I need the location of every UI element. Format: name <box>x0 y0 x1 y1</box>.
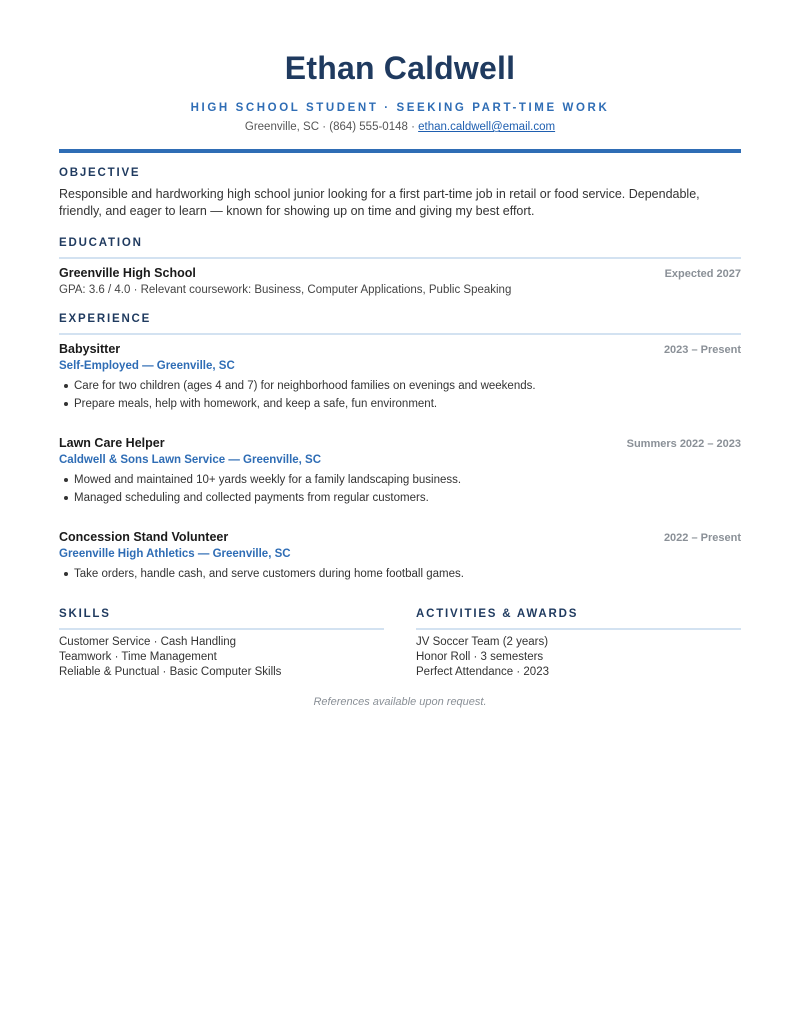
education-details: GPA: 3.6 / 4.0 · Relevant coursework: Business, Computer Applications, Public Speaking <box>59 284 512 296</box>
activities-line: Honor Roll · 3 semesters <box>416 651 544 663</box>
job-date: Summers 2022 – 2023 <box>626 438 741 450</box>
entry-header <box>59 435 741 452</box>
experience-entry-lawn-care <box>59 435 741 507</box>
objective-section <box>59 166 741 220</box>
candidate-tagline: HIGH SCHOOL STUDENT · SEEKING PART-TIME WORK <box>190 102 610 114</box>
section-divider <box>416 628 741 630</box>
references-note: References available upon request. <box>313 696 487 708</box>
contact-line <box>59 120 741 135</box>
skills-activities-row <box>59 607 741 680</box>
header-divider <box>59 149 741 153</box>
experience-entry-babysitter <box>59 341 741 413</box>
section-divider <box>59 257 741 259</box>
activities-list <box>416 635 741 680</box>
section-title-education: EDUCATION <box>59 237 143 249</box>
section-title-objective: OBJECTIVE <box>59 167 141 179</box>
job-bullet: Mowed and maintained 10+ yards weekly for a family landscaping business. <box>59 471 741 489</box>
education-entry <box>59 265 741 298</box>
contact-separator: · <box>319 121 330 133</box>
section-title-skills: SKILLS <box>59 608 111 620</box>
job-bullet: Managed scheduling and collected payments from regular customers. <box>59 489 741 507</box>
job-date: 2022 – Present <box>663 532 741 544</box>
job-organization: Self-Employed — Greenville, SC <box>59 360 235 372</box>
skills-line: Teamwork · Time Management <box>59 651 217 663</box>
job-role: Concession Stand Volunteer <box>59 530 229 544</box>
skills-list <box>59 635 384 680</box>
job-organization: Greenville High Athletics — Greenville, SC <box>59 548 291 560</box>
experience-entry-concession <box>59 529 741 583</box>
candidate-name: Ethan Caldwell <box>284 50 516 86</box>
job-bullets <box>59 565 741 583</box>
job-bullet: Prepare meals, help with homework, and keep a safe, fun environment. <box>59 395 741 413</box>
contact-phone: (864) 555-0148 <box>329 121 408 133</box>
skills-section <box>59 607 384 680</box>
contact-email-link[interactable]: ethan.caldwell@email.com <box>418 121 556 133</box>
entry-header <box>59 265 741 282</box>
job-bullet: Care for two children (ages 4 and 7) for neighborhood families on evenings and weekends. <box>59 377 741 395</box>
skills-line: Reliable & Punctual · Basic Computer Skills <box>59 666 282 678</box>
job-bullets <box>59 471 741 507</box>
job-role: Babysitter <box>59 342 121 356</box>
section-divider <box>59 628 384 630</box>
resume-header <box>59 0 741 153</box>
entry-header <box>59 529 741 546</box>
job-bullet: Take orders, handle cash, and serve customers during home football games. <box>59 565 741 583</box>
contact-separator: · <box>407 121 419 133</box>
education-date: Expected 2027 <box>664 268 741 280</box>
objective-text: Responsible and hardworking high school junior looking for a first part-time job in retail or food service. Dependable, friendly, and eager to learn — known for showing up on time and giving my best effort. <box>59 187 700 218</box>
section-title-experience: EXPERIENCE <box>59 313 152 325</box>
entry-header <box>59 341 741 358</box>
skills-line: Customer Service · Cash Handling <box>59 636 237 648</box>
activities-line: JV Soccer Team (2 years) <box>416 636 549 648</box>
job-organization: Caldwell & Sons Lawn Service — Greenville, SC <box>59 454 322 466</box>
job-date: 2023 – Present <box>663 344 741 356</box>
education-section <box>59 236 741 298</box>
activities-section <box>416 607 741 680</box>
school-name: Greenville High School <box>59 266 196 280</box>
section-title-activities: ACTIVITIES & AWARDS <box>416 608 579 620</box>
section-divider <box>59 333 741 335</box>
job-role: Lawn Care Helper <box>59 436 165 450</box>
job-bullets <box>59 377 741 413</box>
experience-section <box>59 312 741 583</box>
activities-line: Perfect Attendance · 2023 <box>416 666 549 678</box>
contact-location: Greenville, SC <box>244 121 320 133</box>
